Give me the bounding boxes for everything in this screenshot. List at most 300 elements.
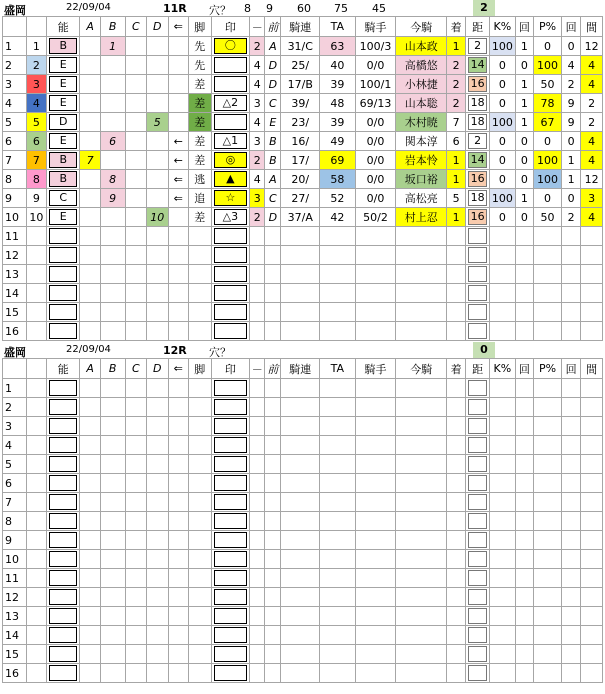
col-b-cell [100,151,125,170]
distance-cell [466,208,490,227]
table-row[interactable] [3,417,603,436]
running-style-cell [188,417,211,436]
jockey-record-cell [355,379,396,398]
col-a-cell [80,56,100,75]
col-c-cell [125,227,147,246]
post-number-cell [26,303,46,322]
k-count-cell: 1 [515,94,533,113]
column-header-k-percent: K% [489,17,515,37]
ta-value-cell [320,417,355,436]
ability-grade: E [49,76,77,92]
jockey-record-cell: 0/0 [355,151,396,170]
col-c-cell [125,208,147,227]
post-number-cell [26,645,46,664]
post-number-cell: 5 [26,113,46,132]
ability-grade-cell [47,75,80,94]
distance-cell [466,189,490,208]
prediction-mark [214,247,248,263]
prediction-mark [214,532,248,548]
k-percent-cell: 100 [489,37,515,56]
distance-cell [466,227,490,246]
p-count-cell [561,246,580,265]
count-badge: 2 [473,0,495,16]
jockey-combo-cell: 25/ [281,56,320,75]
col-d-cell [147,531,169,550]
col-d-cell [147,170,169,189]
interval-cell: 2 [581,113,603,132]
distance: 16 [468,76,487,92]
col-c-cell [125,569,147,588]
row-number-cell: 10 [3,208,27,227]
ability-grade [49,532,77,548]
col-c-cell [125,303,147,322]
finish-cell: 7 [446,113,465,132]
ability-grade-cell [47,151,80,170]
current-jockey-cell [396,607,447,626]
jockey-record-cell [355,607,396,626]
row-number-cell: 3 [3,75,27,94]
distance-cell [466,75,490,94]
interval-cell [581,398,603,417]
table-row[interactable] [3,493,603,512]
prediction-mark-cell [211,94,250,113]
jockey-combo-cell [281,284,320,303]
table-row[interactable] [3,379,603,398]
ability-grade-cell [47,227,80,246]
prev-col-cell: D [265,56,281,75]
p-percent-cell [534,474,562,493]
finish-cell [446,284,465,303]
current-jockey-cell: 山本聡 [396,94,447,113]
post-number-cell [26,569,46,588]
col-a-cell [80,588,100,607]
arrow-mark-cell [168,246,188,265]
column-header-current-jockey: 今騎 [396,359,447,379]
jockey-combo-cell [281,398,320,417]
ability-grade: C [49,190,77,206]
col-a-cell [80,455,100,474]
col-a-cell [80,626,100,645]
col-c-cell [125,607,147,626]
jockey-record-cell: 0/0 [355,113,396,132]
table-row[interactable] [3,664,603,683]
ability-grade-cell [47,569,80,588]
jockey-record-cell [355,417,396,436]
distance [468,304,487,320]
k-count-cell [515,227,533,246]
k-percent-cell [489,474,515,493]
k-count-cell: 0 [515,151,533,170]
distance-cell [466,588,490,607]
col-a-cell [80,208,100,227]
table-row[interactable] [3,113,603,132]
jockey-combo-cell [281,474,320,493]
column-header-current-jockey: 今騎 [396,17,447,37]
jockey-combo-cell: 17/B [281,75,320,94]
finish-cell [446,246,465,265]
prediction-mark [214,285,248,301]
p-count-cell [561,322,580,341]
p-count-cell [561,512,580,531]
table-row[interactable] [3,265,603,284]
table-row[interactable] [3,569,603,588]
jockey-combo-cell [281,607,320,626]
minus-col-cell [250,322,265,341]
column-header-post-number [26,359,46,379]
interval-cell [581,474,603,493]
table-row[interactable] [3,37,603,56]
interval-cell [581,512,603,531]
p-percent-cell: 100 [534,151,562,170]
k-percent-cell [489,607,515,626]
col-d-cell [147,436,169,455]
ability-grade-cell [47,113,80,132]
p-percent-cell: 0 [534,37,562,56]
row-number-cell: 8 [3,512,27,531]
table-row[interactable] [3,208,603,227]
table-row[interactable] [3,531,603,550]
finish-cell [446,588,465,607]
p-percent-cell [534,398,562,417]
table-row[interactable] [3,246,603,265]
col-b-cell [100,569,125,588]
running-style-cell [188,227,211,246]
running-style-cell: 差 [188,132,211,151]
col-d-cell [147,493,169,512]
interval-cell [581,664,603,683]
arrow-mark-cell [168,208,188,227]
interval-cell [581,550,603,569]
minus-col-cell [250,436,265,455]
prediction-mark [214,646,248,662]
running-style-cell: 逃 [188,170,211,189]
column-header-col-c: C [125,17,147,37]
arrow-mark-cell [168,493,188,512]
k-percent-cell [489,664,515,683]
jockey-record-cell: 0/0 [355,189,396,208]
arrow-mark-cell [168,512,188,531]
ta-value-cell [320,227,355,246]
arrow-mark-cell [168,436,188,455]
k-percent-cell: 0 [489,170,515,189]
k-percent-cell [489,455,515,474]
distance [468,228,487,244]
table-row[interactable] [3,550,603,569]
ta-value-cell [320,246,355,265]
p-count-cell [561,626,580,645]
table-row[interactable] [3,512,603,531]
running-style-cell: 先 [188,37,211,56]
post-number-cell [26,417,46,436]
k-percent-cell: 0 [489,208,515,227]
distance [468,266,487,282]
current-jockey-cell [396,284,447,303]
jockey-combo-cell [281,531,320,550]
ta-value-cell [320,284,355,303]
current-jockey-cell [396,398,447,417]
p-percent-cell: 100 [534,170,562,189]
col-b-cell [100,208,125,227]
ability-grade: E [49,209,77,225]
prev-col-cell [265,265,281,284]
p-percent-cell [534,455,562,474]
arrow-mark-cell [168,284,188,303]
table-row[interactable] [3,303,603,322]
k-percent-cell: 0 [489,151,515,170]
ability-grade [49,589,77,605]
arrow-mark-cell [168,588,188,607]
distance-cell [466,664,490,683]
table-row[interactable] [3,436,603,455]
arrow-mark-cell [168,398,188,417]
col-d-cell [147,645,169,664]
k-percent-cell: 100 [489,113,515,132]
current-jockey-cell [396,550,447,569]
jockey-record-cell: 100/3 [355,37,396,56]
finish-cell: 1 [446,208,465,227]
table-row[interactable] [3,94,603,113]
column-header-minus-col: － [250,17,265,37]
p-percent-cell [534,265,562,284]
prev-col-cell: B [265,132,281,151]
col-a-cell [80,94,100,113]
col-d-cell [147,303,169,322]
running-style-cell [188,550,211,569]
interval-cell [581,265,603,284]
arrow-mark-cell: ⇐ [168,170,188,189]
row-number-cell: 1 [3,37,27,56]
jockey-combo-cell [281,588,320,607]
col-b-cell [100,398,125,417]
current-jockey-cell [396,531,447,550]
col-d-cell [147,322,169,341]
p-count-cell [561,398,580,417]
prediction-mark-cell [211,588,250,607]
post-number-cell: 4 [26,94,46,113]
finish-cell [446,626,465,645]
table-row[interactable] [3,75,603,94]
col-b-cell [100,322,125,341]
post-number-cell [26,474,46,493]
ta-value-cell: 39 [320,113,355,132]
table-row[interactable] [3,474,603,493]
interval-cell [581,246,603,265]
p-count-cell [561,588,580,607]
date-label: 22/09/04 [66,344,111,355]
prediction-mark [214,323,248,339]
column-header-col-c: C [125,359,147,379]
distance-cell [466,303,490,322]
table-row[interactable] [3,645,603,664]
p-count-cell: 4 [561,56,580,75]
column-header-finish: 着 [446,17,465,37]
column-header-jockey-record: 騎手 [355,359,396,379]
col-a-cell [80,607,100,626]
ta-value-cell [320,398,355,417]
p-count-cell: 2 [561,75,580,94]
arrow-mark-cell [168,303,188,322]
table-row[interactable] [3,170,603,189]
current-jockey-cell [396,664,447,683]
jockey-record-cell [355,550,396,569]
k-count-cell [515,303,533,322]
table-row[interactable] [3,455,603,474]
minus-col-cell [250,550,265,569]
interval-cell: 12 [581,37,603,56]
current-jockey-cell [396,303,447,322]
arrow-mark-cell [168,113,188,132]
prev-col-cell [265,227,281,246]
ability-grade: B [49,38,77,54]
col-a-cell [80,303,100,322]
prev-col-cell [265,664,281,683]
table-row[interactable] [3,227,603,246]
col-c-cell [125,75,147,94]
ability-grade [49,247,77,263]
prediction-mark: ☆ [214,190,248,206]
col-d-cell [147,132,169,151]
col-c-cell [125,588,147,607]
arrow-mark-cell [168,94,188,113]
p-count-cell [561,550,580,569]
prev-col-cell [265,512,281,531]
p-count-cell: 9 [561,113,580,132]
finish-cell: 6 [446,132,465,151]
running-style-cell [188,569,211,588]
prediction-mark [214,266,248,282]
post-number-cell [26,436,46,455]
row-number-cell: 9 [3,189,27,208]
finish-cell: 5 [446,189,465,208]
col-b-cell [100,75,125,94]
post-number-cell [26,512,46,531]
table-row[interactable] [3,588,603,607]
column-header-ta-value: TA [320,359,355,379]
ta-value-cell [320,626,355,645]
ability-grade-cell [47,455,80,474]
prev-col-cell [265,284,281,303]
table-row[interactable] [3,322,603,341]
row-number-cell: 16 [3,322,27,341]
jockey-combo-cell: 31/C [281,37,320,56]
prediction-mark-cell [211,645,250,664]
finish-cell [446,512,465,531]
col-b-cell [100,227,125,246]
current-jockey-cell: 高橋悠 [396,56,447,75]
k-count-cell [515,474,533,493]
row-number-cell: 14 [3,626,27,645]
ability-grade-cell [47,626,80,645]
ta-value-cell: 39 [320,75,355,94]
col-a-cell [80,379,100,398]
prediction-mark [214,551,248,567]
column-header-col-a: A [80,359,100,379]
k-percent-cell [489,569,515,588]
arrow-mark-cell [168,227,188,246]
col-c-cell [125,645,147,664]
arrow-mark-cell [168,37,188,56]
post-number-cell [26,455,46,474]
column-header-col-a: A [80,17,100,37]
running-style-cell: 追 [188,189,211,208]
table-row[interactable] [3,132,603,151]
ability-grade: B [49,152,77,168]
post-number-cell [26,265,46,284]
interval-cell [581,455,603,474]
p-percent-cell: 0 [534,132,562,151]
running-style-cell [188,645,211,664]
prediction-mark [214,665,248,681]
jockey-combo-cell [281,436,320,455]
interval-cell [581,417,603,436]
table-row[interactable] [3,56,603,75]
col-a-cell [80,512,100,531]
col-a-cell [80,417,100,436]
p-percent-cell [534,303,562,322]
table-row[interactable] [3,189,603,208]
jockey-record-cell [355,531,396,550]
interval-cell [581,436,603,455]
ability-grade [49,285,77,301]
k-percent-cell: 100 [489,189,515,208]
distance-cell [466,151,490,170]
k-count-cell: 1 [515,75,533,94]
post-number-cell: 8 [26,170,46,189]
p-percent-cell: 100 [534,56,562,75]
prediction-mark-cell [211,56,250,75]
interval-cell [581,379,603,398]
ability-grade-cell [47,322,80,341]
ta-value-cell [320,645,355,664]
k-percent-cell: 0 [489,75,515,94]
table-row[interactable] [3,151,603,170]
jockey-combo-cell [281,512,320,531]
prediction-mark [214,304,248,320]
table-row[interactable] [3,626,603,645]
table-row[interactable] [3,398,603,417]
interval-cell [581,588,603,607]
distance [468,418,487,434]
minus-col-cell [250,645,265,664]
col-c-cell [125,265,147,284]
prediction-mark-cell [211,436,250,455]
distance [468,627,487,643]
ability-grade [49,513,77,529]
post-number-cell [26,531,46,550]
distance [468,513,487,529]
col-d-cell [147,265,169,284]
prediction-mark [214,608,248,624]
arrow-mark-cell: ← [168,151,188,170]
arrow-mark-cell [168,322,188,341]
current-jockey-cell: 木村暁 [396,113,447,132]
prediction-mark-cell [211,322,250,341]
table-row[interactable] [3,607,603,626]
col-b-cell [100,265,125,284]
ability-grade [49,399,77,415]
table-row[interactable] [3,284,603,303]
ta-value-cell [320,303,355,322]
k-count-cell [515,455,533,474]
distance-cell [466,265,490,284]
col-c-cell [125,398,147,417]
post-number-cell: 6 [26,132,46,151]
current-jockey-cell [396,493,447,512]
prediction-mark-cell [211,455,250,474]
ana-label: 穴？ [209,4,231,17]
minus-col-cell [250,531,265,550]
post-number-cell [26,493,46,512]
